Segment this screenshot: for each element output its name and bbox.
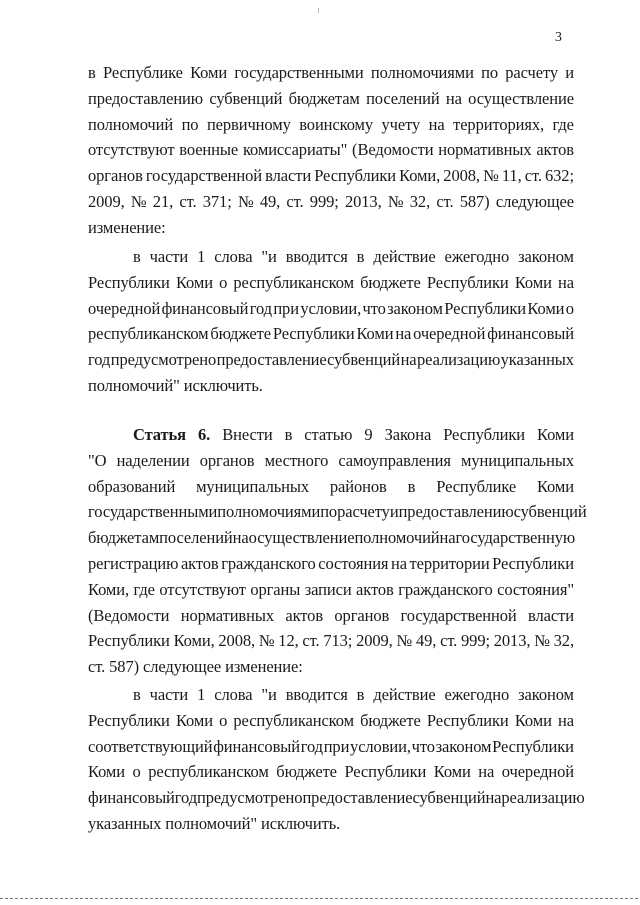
paragraph1-line	[88, 140, 574, 160]
word: Республики	[344, 762, 427, 782]
word: государственными	[88, 502, 218, 522]
paragraph1-line	[88, 89, 574, 109]
word: Коми	[514, 272, 552, 292]
word: где	[552, 114, 574, 134]
word: на	[391, 554, 407, 573]
word: Коми	[433, 762, 471, 782]
word: и	[565, 63, 574, 82]
word: бюджете	[360, 272, 421, 292]
word: по	[181, 114, 199, 134]
word: 21,	[152, 192, 174, 211]
paragraph4-line	[133, 685, 574, 705]
word: на	[485, 788, 502, 808]
word: Коми,	[399, 166, 441, 186]
word: гражданского	[398, 579, 493, 599]
word: полномочий	[88, 114, 174, 134]
word: местного	[264, 450, 329, 470]
word: статью	[304, 425, 353, 444]
word: ежегодно	[444, 685, 510, 704]
word: Республики	[426, 272, 509, 292]
word: реализацию	[417, 350, 501, 370]
word: финансовый	[213, 736, 300, 756]
word: 587)	[459, 192, 490, 211]
word: актов	[285, 605, 324, 625]
word: районов	[329, 476, 387, 496]
word: ежегодно	[444, 247, 510, 266]
word: №	[258, 631, 275, 651]
word: части	[149, 685, 189, 704]
article6-line	[88, 528, 574, 548]
word: записи	[304, 579, 352, 599]
word: состояния"	[497, 579, 574, 599]
word: вводится	[285, 685, 348, 704]
word: в	[88, 63, 96, 82]
word: государственной	[145, 166, 263, 186]
word: на	[400, 350, 417, 370]
word: "и	[261, 247, 277, 266]
word: расчету	[337, 502, 390, 522]
paragraph2-line	[88, 273, 574, 293]
word: №	[387, 192, 404, 211]
word: государственную	[455, 528, 576, 548]
word: поселений	[366, 88, 440, 108]
word: ст.	[179, 192, 197, 211]
word: Республики	[444, 298, 527, 318]
word: на	[445, 88, 462, 108]
word: поселений	[159, 528, 233, 548]
word: 2009,	[356, 631, 393, 651]
word: год	[249, 298, 272, 318]
word: бюджете	[276, 762, 337, 782]
word: по	[320, 502, 338, 522]
word: бюджетам	[288, 88, 360, 108]
word: государственной	[400, 605, 517, 625]
word: Республики	[492, 554, 574, 573]
word: следующее	[495, 192, 574, 211]
word: отсутствуют	[88, 140, 175, 160]
word: №	[483, 166, 499, 186]
paragraph1-line: изменение:	[88, 217, 166, 237]
word: 49,	[259, 192, 281, 211]
word: в	[407, 476, 416, 496]
word: 1	[197, 685, 206, 704]
word: и	[389, 502, 399, 522]
word: где	[133, 579, 155, 599]
word: финансовый	[487, 324, 574, 344]
word: 6.	[198, 425, 211, 444]
word: Республики	[88, 272, 170, 292]
word: 632;	[545, 166, 574, 186]
word: Коми	[536, 476, 574, 496]
word: в	[133, 247, 141, 266]
word: Коми,	[88, 579, 130, 599]
word: Закона	[384, 425, 432, 444]
word: Коми	[356, 324, 394, 344]
word: законом	[435, 736, 492, 756]
word: 2008,	[218, 631, 256, 651]
paragraph2-line	[88, 324, 574, 344]
word: соответствующий	[88, 736, 213, 756]
paragraph2-line	[133, 247, 574, 267]
word: власти	[265, 166, 312, 186]
word: полномочиями	[370, 63, 474, 82]
word: комиссариаты"	[242, 140, 348, 160]
word: нормативных	[438, 140, 532, 160]
word: Республике	[102, 63, 183, 82]
word: по	[481, 63, 498, 82]
word: №	[396, 631, 413, 651]
word: 32,	[553, 631, 574, 651]
word: ст.	[436, 192, 454, 211]
word: 12,	[278, 631, 299, 651]
word: Внести	[222, 425, 273, 444]
word: муниципальных	[196, 476, 310, 496]
word: в	[356, 247, 365, 266]
word: (Ведомости	[352, 140, 434, 160]
word: субвенций	[513, 502, 587, 522]
word: на	[557, 710, 574, 730]
word: (Ведомости	[88, 605, 170, 625]
word: Республики	[492, 736, 574, 756]
paragraph1-line	[88, 192, 574, 212]
paragraph2-line: полномочий" исключить.	[88, 376, 263, 395]
word: органов	[88, 166, 143, 186]
word: полномочий	[354, 528, 440, 548]
word: гражданского	[221, 554, 316, 573]
word: №	[130, 192, 147, 211]
word: 32,	[409, 192, 431, 211]
word: республиканском	[148, 762, 269, 782]
paragraph2-line	[88, 350, 574, 370]
paragraph4-line	[88, 711, 574, 731]
word: актов	[356, 579, 394, 599]
word: предоставление	[216, 350, 327, 370]
word: год	[88, 350, 111, 370]
word: 2013,	[344, 192, 382, 211]
word: слова	[214, 247, 253, 266]
word: Коми,	[173, 631, 215, 651]
word: регистрацию	[88, 554, 179, 573]
article6-line	[88, 451, 574, 471]
word: год	[174, 788, 198, 808]
word: очередной	[413, 324, 486, 344]
word: предусмотрено	[197, 788, 303, 808]
word: 2009,	[88, 192, 125, 211]
article6-line	[88, 502, 587, 522]
word: учету	[381, 114, 421, 134]
word: Республики	[426, 710, 509, 730]
word: предоставлению	[88, 88, 204, 108]
word: №	[237, 192, 254, 211]
word: очередной	[501, 762, 574, 782]
word: о	[132, 762, 141, 782]
word: самоуправления	[338, 450, 451, 470]
word: в	[284, 425, 293, 444]
word: финансовый	[161, 298, 249, 318]
word: Коми	[88, 762, 125, 782]
word: что	[411, 736, 435, 756]
word: 371;	[202, 192, 232, 211]
word: о	[565, 298, 574, 318]
word: год	[300, 736, 323, 756]
word: части	[149, 247, 189, 266]
page-number: 3	[555, 30, 562, 45]
word: на	[439, 528, 456, 548]
word: вводится	[285, 247, 348, 266]
word: очередной	[88, 298, 161, 318]
word: что	[362, 298, 386, 318]
word: государственными	[234, 63, 364, 82]
word: условии,	[350, 736, 411, 756]
word: Коми	[175, 710, 213, 730]
word: республиканском	[233, 272, 354, 292]
word: состояния	[318, 554, 389, 573]
word: полномочиями	[217, 502, 321, 522]
word: расчету	[505, 63, 558, 82]
word: субвенций	[327, 350, 401, 370]
word: Республики	[88, 631, 170, 651]
word: Республики	[272, 324, 355, 344]
paragraph4-line	[88, 788, 585, 808]
word: слова	[214, 685, 253, 704]
article6-line	[88, 631, 574, 651]
word: предусмотрено	[110, 350, 217, 370]
word: "и	[261, 685, 277, 704]
paragraph1-line	[88, 115, 574, 135]
word: о	[219, 272, 228, 292]
word: территориях,	[453, 114, 545, 134]
article6-line	[133, 425, 574, 445]
word: воинскому	[299, 114, 374, 134]
word: Коми	[527, 298, 565, 318]
word: 2008,	[443, 166, 480, 186]
article6-line	[88, 606, 574, 626]
word: органов	[334, 605, 390, 625]
word: законом	[387, 298, 443, 318]
article6-line	[88, 477, 574, 497]
word: 9	[364, 425, 373, 444]
article6-line	[88, 554, 574, 574]
word: 1	[197, 247, 206, 266]
word: Коми	[190, 63, 228, 82]
word: предоставление	[302, 788, 413, 808]
word: нормативных	[180, 605, 274, 625]
article6-line	[88, 580, 574, 600]
word: на	[557, 272, 574, 292]
word: ст.	[524, 166, 542, 186]
word: 713;	[323, 631, 353, 651]
word: власти	[528, 605, 574, 625]
paragraph1-line	[88, 166, 574, 186]
word: бюджете	[210, 324, 271, 344]
word: реализацию	[501, 788, 585, 808]
word: отсутствуют	[159, 579, 246, 599]
word: территории	[409, 554, 490, 573]
word: республиканском	[233, 710, 354, 730]
word: Коми	[175, 272, 213, 292]
word: субвенций	[209, 88, 283, 108]
word: наделении	[116, 450, 190, 470]
word: действие	[373, 685, 436, 704]
word: на	[428, 114, 445, 134]
bottom-rule	[0, 898, 640, 899]
word: Статья	[133, 425, 186, 444]
word: субвенций	[412, 788, 486, 808]
word: Коми	[514, 710, 552, 730]
paragraph4-line	[88, 737, 574, 757]
word: бюджете	[360, 710, 421, 730]
word: Коми	[536, 425, 574, 444]
word: на	[395, 324, 412, 344]
word: Республики	[314, 166, 396, 186]
word: 49,	[415, 631, 437, 651]
word: образований	[88, 476, 176, 496]
word: в	[356, 685, 365, 704]
word: первичному	[206, 114, 291, 134]
word: Республики	[443, 425, 525, 444]
word: Республики	[88, 710, 170, 730]
word: о	[219, 710, 228, 730]
word: предоставлению	[398, 502, 514, 522]
word: 2013,	[493, 631, 531, 651]
article6-line: ст. 587) следующее изменение:	[88, 657, 303, 677]
word: в	[133, 685, 141, 704]
word: республиканском	[88, 324, 209, 344]
word: законом	[518, 247, 574, 266]
word: актов	[180, 554, 219, 573]
paragraph1-line	[88, 63, 574, 83]
word: Республике	[436, 476, 517, 496]
word: действие	[373, 247, 436, 266]
word: законом	[518, 685, 574, 704]
word: указанных	[500, 350, 574, 370]
paragraph2-line	[88, 299, 574, 319]
word: №	[534, 631, 550, 651]
word: органы	[250, 579, 301, 599]
paragraph4-line	[88, 762, 574, 782]
word: "О	[88, 450, 107, 470]
word: 11,	[501, 166, 522, 186]
word: ст.	[302, 631, 320, 651]
word: на	[232, 528, 249, 548]
word: муниципальных	[461, 450, 574, 470]
word: осуществление	[468, 88, 574, 108]
paragraph4-line: указанных полномочий" исключить.	[88, 814, 341, 833]
word: военные	[179, 140, 239, 160]
word: 999;	[309, 192, 339, 211]
word: финансовый	[88, 788, 175, 808]
word: актов	[536, 140, 574, 160]
word: органов	[199, 450, 255, 470]
word: 999;	[461, 631, 490, 651]
word: при	[273, 298, 299, 318]
word: бюджетам	[88, 528, 160, 548]
word: осуществление	[248, 528, 355, 548]
word: ст.	[286, 192, 304, 211]
word: ст.	[440, 631, 458, 651]
word: условии,	[300, 298, 362, 318]
word: на	[478, 762, 495, 782]
word: при	[323, 736, 350, 756]
